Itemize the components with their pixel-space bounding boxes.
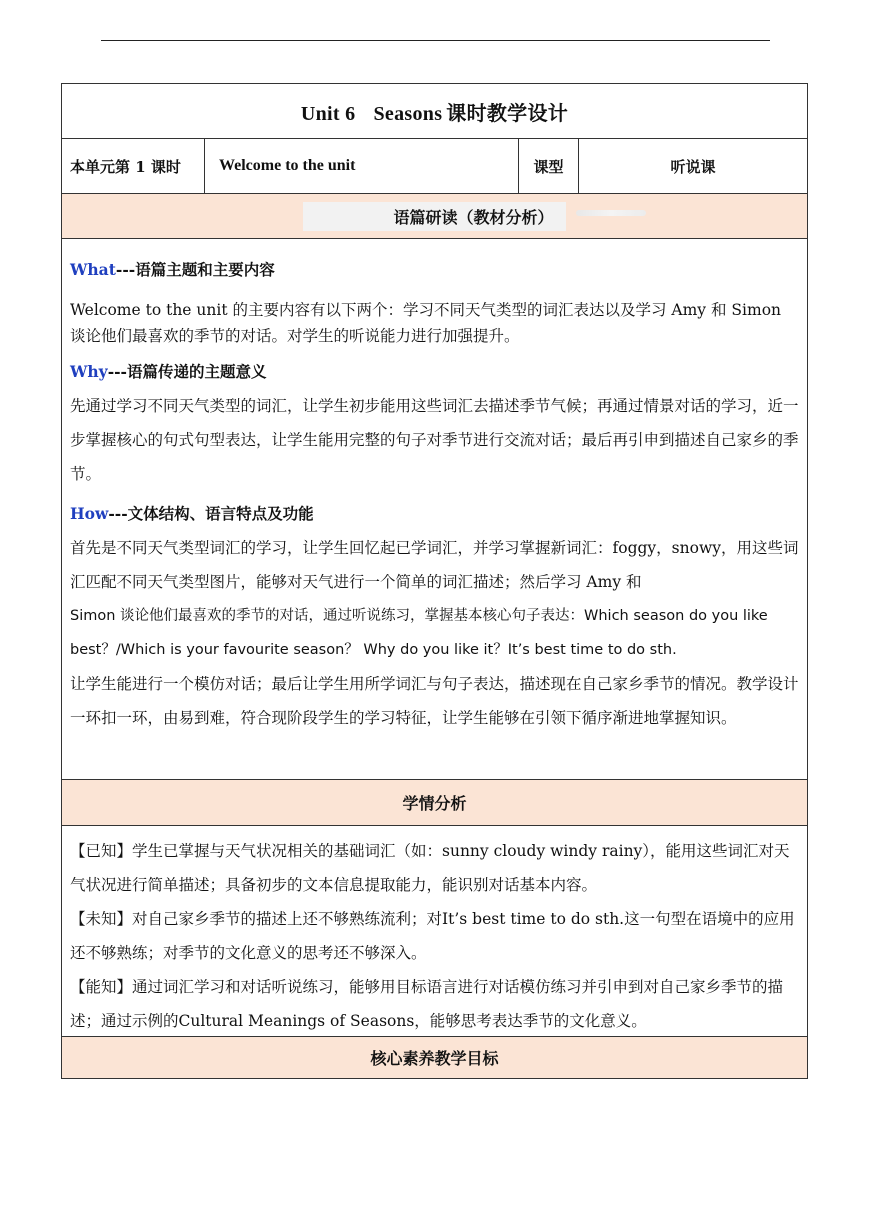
heading-text: 语篇研读（教材分析） — [393, 207, 554, 227]
what-heading: What---语篇主题和主要内容 — [70, 260, 275, 279]
what-text: Welcome to the unit 的主要内容有以下两个：学习不同天气类型的词汇表达以及学习 Amy 和 Simon 谈论他们最喜欢的季节的对话。对学生的听说能力进行加强提升。 — [70, 301, 782, 345]
core-goals-heading-text: 核心素养教学目标 — [370, 1049, 499, 1068]
scan-smudge — [576, 210, 646, 216]
how-text-1: 首先是不同天气类型词汇的学习，让学生回忆起已学词汇，并学习掌握新词汇：foggy，snowy，用这些词汇匹配不同天气类型图片，能够对天气进行一个简单的词汇描述；然后学习 Amy 和 — [70, 539, 799, 591]
title-rest: 课时教学设计 — [446, 100, 569, 125]
why-heading: Why---语篇传递的主题意义 — [70, 362, 267, 381]
learner-heading-text: 学情分析 — [402, 794, 467, 813]
heading-highlight — [303, 202, 565, 231]
text-analysis-body — [62, 239, 807, 780]
known-text: 【已知】学生已掌握与天气状况相关的基础词汇（如：sunny cloudy windy rainy），能用这些词汇对天气状况进行简单描述；具备初步的文本信息提取能力，能识别对话基本内容。 — [70, 842, 790, 894]
lesson-number-cell: 本单元第 1 课时 — [62, 139, 205, 193]
how-text-2: Simon 谈论他们最喜欢的季节的对话，通过听说练习，掌握基本核心句子表达：Which season do you like best？/Which is your favourite season？ Why do you like it？It’s best time to do sth. — [70, 608, 768, 658]
title-unit: Unit 6 — [300, 102, 356, 125]
lesson-type-label: 课型 — [519, 139, 579, 193]
title-row — [62, 84, 807, 139]
unknown-text: 【未知】对自己家乡季节的描述上还不够熟练流利；对It’s best time to do sth.这一句型在语境中的应用还不够熟练；对季节的文化意义的思考还不够深入。 — [70, 910, 795, 962]
page-title — [301, 97, 568, 126]
learner-analysis-body — [62, 826, 807, 1037]
lesson-title-cell: Welcome to the unit — [205, 139, 519, 193]
why-text: 先通过学习不同天气类型的词汇，让学生初步能用这些词汇去描述季节气候；再通过情景对话的学习，近一步掌握核心的句式句型表达，让学生能用完整的句子对季节进行交流对话；最后再引申到描述自己家乡的季节。 — [70, 397, 799, 483]
lesson-plan-table — [61, 83, 808, 1079]
section-heading-core-goals — [62, 1037, 807, 1078]
info-row — [62, 139, 807, 194]
title-name: Seasons — [373, 102, 443, 125]
how-text-3: 让学生能进行一个模仿对话；最后让学生用所学词汇与句子表达，描述现在自己家乡季节的情况。教学设计一环扣一环，由易到难，符合现阶段学生的学习特征，让学生能够在引领下循序渐进地掌握知识。 — [70, 675, 799, 727]
section-heading-learner-analysis — [62, 780, 807, 826]
able-text: 【能知】通过词汇学习和对话听说练习，能够用目标语言进行对话模仿练习并引申到对自己家乡季节的描述；通过示例的Cultural Meanings of Seasons，能够思考表达季节的文化意义。 — [70, 978, 784, 1030]
lesson-type-value: 听说课 — [670, 157, 716, 176]
how-heading: How---文体结构、语言特点及功能 — [70, 504, 314, 523]
header-rule — [101, 40, 770, 41]
section-heading-text-analysis — [62, 194, 807, 239]
